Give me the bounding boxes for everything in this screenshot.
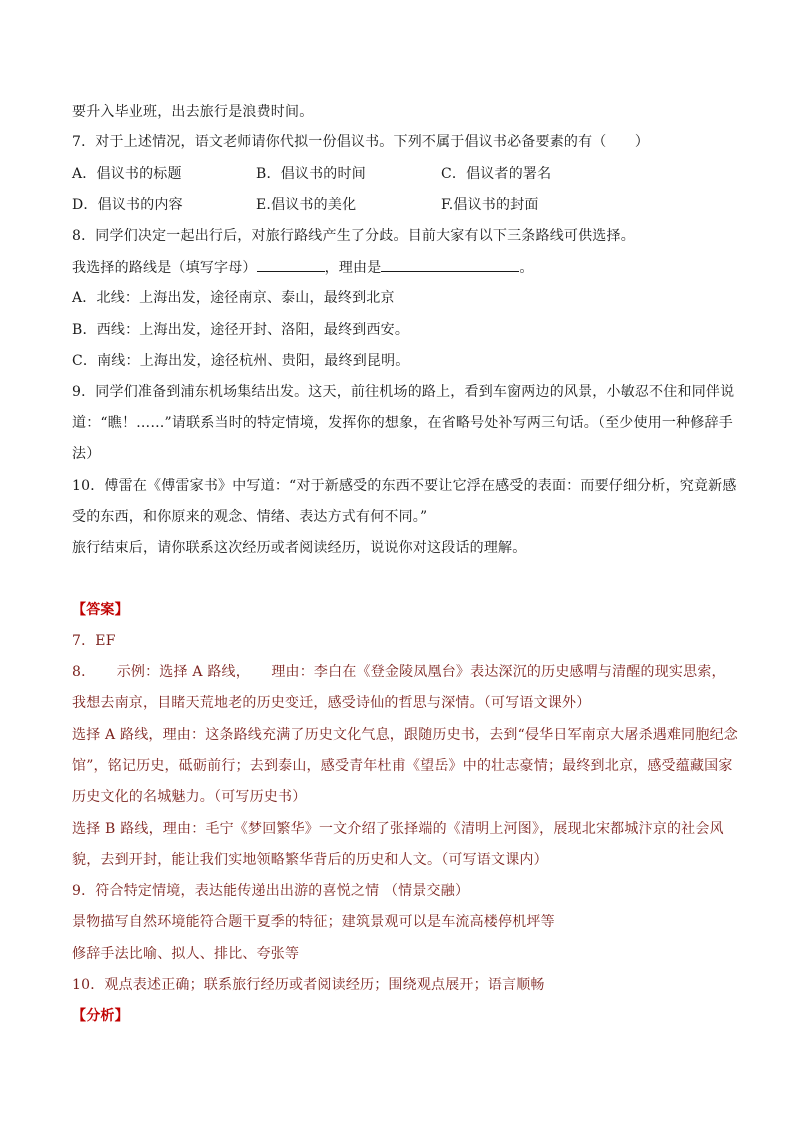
answer-7: 7．EF xyxy=(72,633,116,649)
q8-fill-prefix: 我选择的路线是（填写字母） xyxy=(72,260,257,276)
q10-line-2: 受的东西，和你原来的观念、情绪、表达方式有何不同。” xyxy=(72,509,428,525)
analysis-header: 【分析】 xyxy=(72,1008,129,1024)
q7-stem: 7．对于上述情况，语文老师请你代拟一份倡议书。下列不属于倡议书必备要素的有（ ） xyxy=(72,134,650,150)
answer-9-line-1: 9．符合特定情境，表达能传递出出游的喜悦之情 （情景交融） xyxy=(72,883,470,899)
q8-fill-end: 。 xyxy=(519,260,534,276)
answer-8-line-3: 选择 A 路线，理由：这条路线充满了历史文化气息，跟随历史书，去到“侵华日军南京大屠杀遇难同胞纪念 xyxy=(72,727,738,743)
q8-stem: 8．同学们决定一起出行后，对旅行路线产生了分歧。目前大家有以下三条路线可供选择。 xyxy=(72,228,635,244)
answer-8-line-1: 8． 示例：选择 A 路线， 理由：李白在《登金陵凤凰台》表达深沉的历史感喟与清醒的现实思索， xyxy=(72,664,726,680)
answer-9-line-3: 修辞手法比喻、拟人、排比、夸张等 xyxy=(72,946,300,962)
answer-8-line-6: 选择 B 路线，理由：毛宁《梦回繁华》一文介绍了张择端的《清明上河图》，展现北宋都城汴京的社会风 xyxy=(72,821,724,837)
q7-options-row-2 xyxy=(72,196,539,214)
q9-line-2: 道：“瞧！……”请联系当时的特定情境，发挥你的想象，在省略号处补写两三句话。（至少使用一种修辞手 xyxy=(72,415,733,431)
reason-blank[interactable] xyxy=(381,258,519,272)
q8-fill-mid: ，理由是 xyxy=(324,260,382,276)
answer-9-line-2: 景物描写自然环境能符合题干夏季的特征；建筑景观可以是车流高楼停机坪等 xyxy=(72,914,555,930)
q9-line-3: 法） xyxy=(72,446,101,462)
answer-10: 10．观点表述正确；联系旅行经历或者阅读经历；围绕观点展开；语言顺畅 xyxy=(72,977,545,993)
answer-8-line-4: 馆”，铭记历史，砥砺前行；去到泰山，感受青年杜甫《望岳》中的壮志豪情；最终到北京，感受蕴藏国家 xyxy=(72,758,733,774)
answer-header: 【答案】 xyxy=(72,602,129,618)
question-continuation: 要升入毕业班，出去旅行是浪费时间。 xyxy=(72,104,314,120)
q8-route-c: C．南线：上海出发，途径杭州、贵阳，最终到昆明。 xyxy=(72,353,410,369)
q10-line-3: 旅行结束后，请你联系这次经历或者阅读经历，说说你对这段话的理解。 xyxy=(72,540,527,556)
q7-option-e: E.倡议书的美化 xyxy=(256,197,357,213)
answer-8-line-5: 历史文化的名城魅力。（可写历史书） xyxy=(72,789,307,805)
q7-option-d: D．倡议书的内容 xyxy=(72,197,183,213)
q7-options-row-1 xyxy=(72,165,551,183)
answer-8-line-7: 貌，去到开封，能让我们实地领略繁华背后的历史和人文。（可写语文课内） xyxy=(72,852,548,868)
q8-fill-line xyxy=(72,258,534,277)
route-letter-blank[interactable] xyxy=(257,258,325,272)
q9-line-1: 9．同学们准备到浦东机场集结出发。这天，前往机场的路上，看到车窗两边的风景，小敏忍不住和同伴说 xyxy=(72,384,735,400)
q8-route-a: A．北线：上海出发，途径南京、泰山，最终到北京 xyxy=(72,290,395,306)
q7-option-a: A．倡议书的标题 xyxy=(72,166,182,182)
answer-8-line-2: 我想去南京，目睹天荒地老的历史变迁，感受诗仙的哲思与深情。（可写语文课外） xyxy=(72,695,591,711)
q7-option-c: C．倡议者的署名 xyxy=(441,166,552,182)
q7-option-b: B．倡议书的时间 xyxy=(256,166,366,182)
q7-option-f: F.倡议书的封面 xyxy=(441,197,539,213)
q10-line-1: 10．傅雷在《傅雷家书》中写道：“对于新感受的东西不要让它浮在感受的表面：而要仔细分析，究竟新感 xyxy=(72,478,737,494)
q8-route-b: B．西线：上海出发，途径开封、洛阳，最终到西安。 xyxy=(72,322,410,338)
